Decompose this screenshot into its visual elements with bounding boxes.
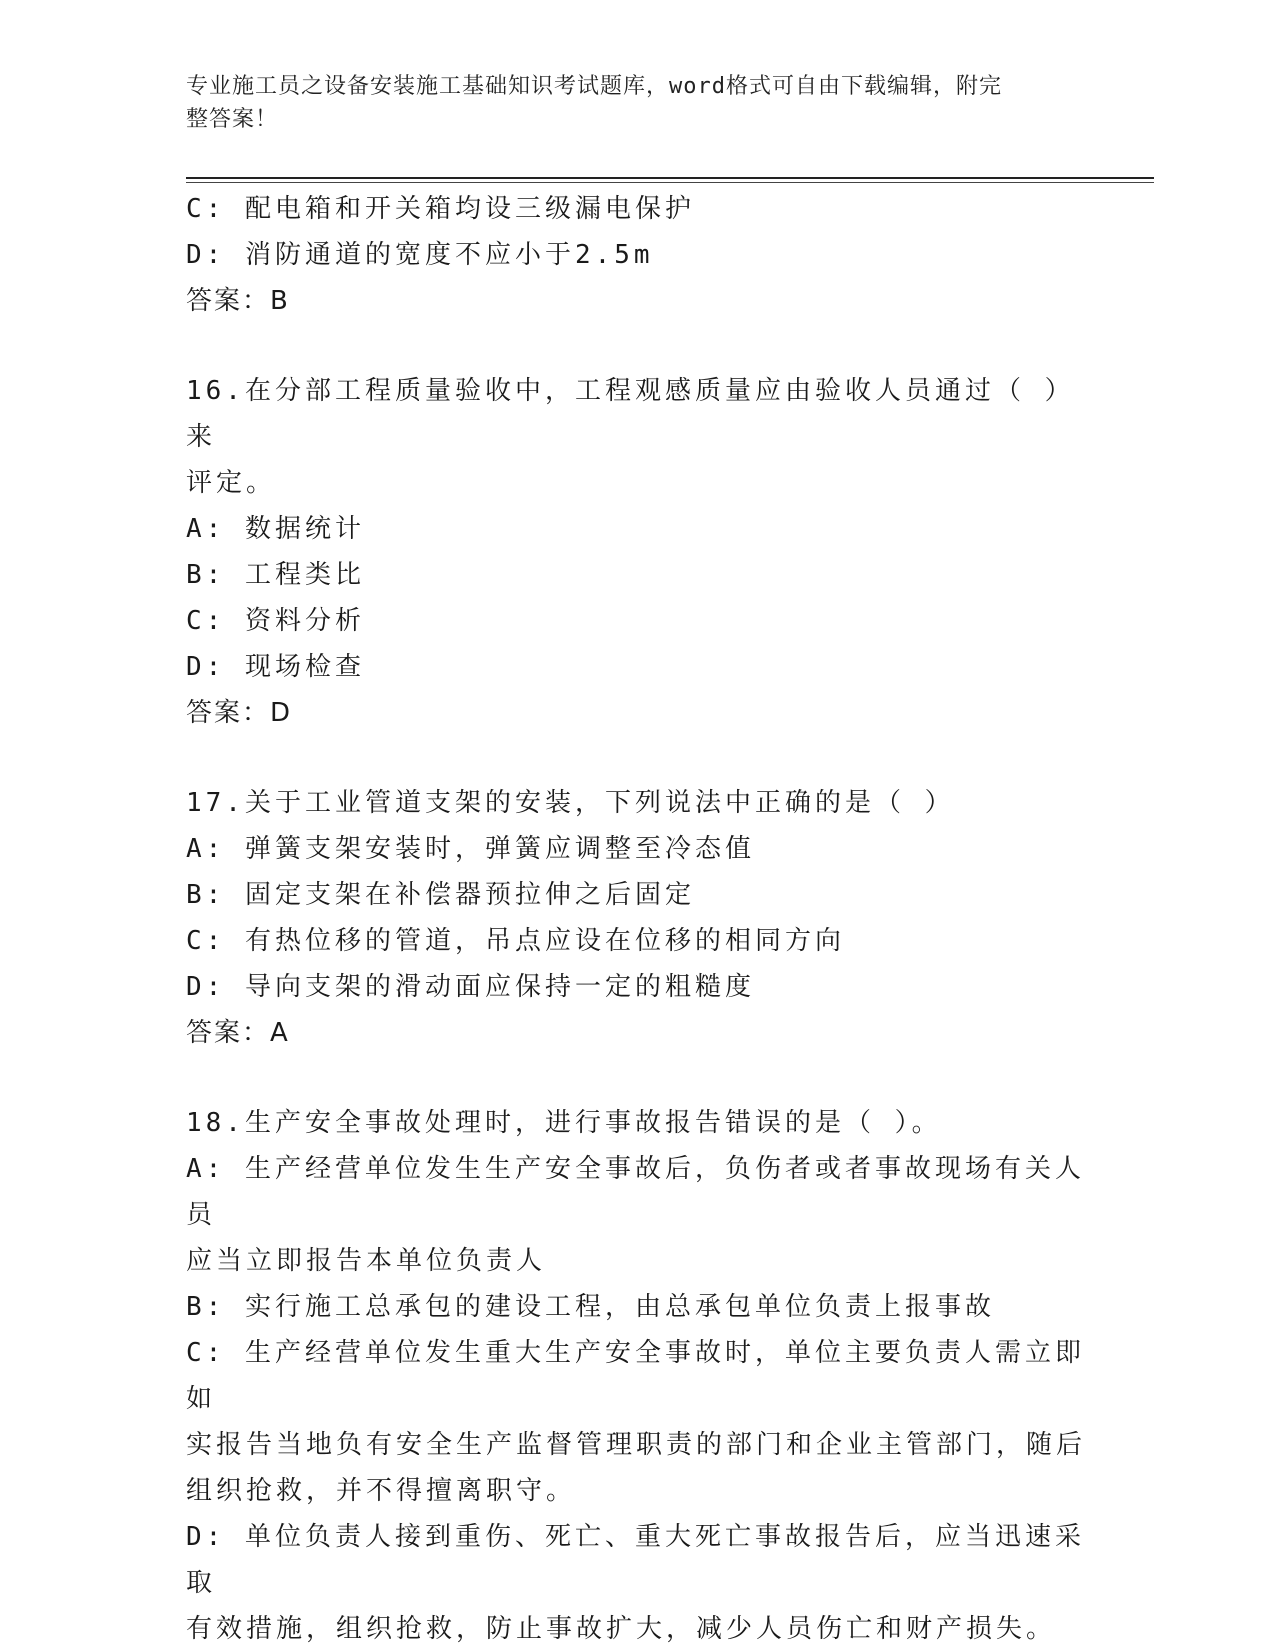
header-line-2: 整答案！ [186, 107, 279, 132]
header-line-1: 专业施工员之设备安装施工基础知识考试题库，word格式可自由下载编辑，附完 [186, 74, 1002, 99]
option-a: A: 弹簧支架安装时，弹簧应调整至冷态值 [186, 834, 755, 864]
spacer [186, 324, 1086, 368]
question-15-tail [186, 186, 1086, 324]
question-stem-continued: 评定。 [186, 468, 277, 498]
header-divider-thin [186, 182, 1154, 183]
option-a: A: 生产经营单位发生生产安全事故后，负伤者或者事故现场有关人员 [186, 1154, 1085, 1230]
option-b: B: 实行施工总承包的建设工程，由总承包单位负责上报事故 [186, 1292, 995, 1322]
spacer [186, 1056, 1086, 1100]
option-c-continued: 组织抢救，并不得擅离职守。 [186, 1476, 577, 1506]
question-stem: 16.在分部工程质量验收中，工程观感质量应由验收人员通过（ ）来 [186, 376, 1075, 452]
option-d: D: 现场检查 [186, 652, 365, 682]
question-18 [186, 1100, 1086, 1652]
answer: 答案：D [186, 698, 293, 728]
option-c-continued: 实报告当地负有安全生产监督管理职责的部门和企业主管部门，随后 [186, 1430, 1087, 1460]
option-c: C: 生产经营单位发生重大生产安全事故时，单位主要负责人需立即如 [186, 1338, 1085, 1414]
option-a: A: 数据统计 [186, 514, 365, 544]
answer: 答案：B [186, 286, 290, 316]
option-d: D: 单位负责人接到重伤、死亡、重大死亡事故报告后，应当迅速采取 [186, 1522, 1085, 1598]
option-d: D: 消防通道的宽度不应小于2.5m [186, 240, 654, 270]
option-d-continued: 有效措施，组织抢救，防止事故扩大，减少人员伤亡和财产损失。 [186, 1614, 1057, 1644]
spacer [186, 736, 1086, 780]
option-b: B: 工程类比 [186, 560, 365, 590]
option-b: B: 固定支架在补偿器预拉伸之后固定 [186, 880, 695, 910]
question-17 [186, 780, 1086, 1056]
question-stem: 18.生产安全事故处理时，进行事故报告错误的是（ ）。 [186, 1108, 942, 1138]
question-stem: 17.关于工业管道支架的安装，下列说法中正确的是（ ） [186, 788, 955, 818]
question-list [186, 186, 1086, 1652]
question-16 [186, 368, 1086, 736]
answer: 答案：A [186, 1018, 290, 1048]
document-header [186, 70, 1066, 136]
option-c: C: 配电箱和开关箱均设三级漏电保护 [186, 194, 695, 224]
option-a-continued: 应当立即报告本单位负责人 [186, 1246, 547, 1276]
option-c: C: 有热位移的管道，吊点应设在位移的相同方向 [186, 926, 845, 956]
option-d: D: 导向支架的滑动面应保持一定的粗糙度 [186, 972, 755, 1002]
option-c: C: 资料分析 [186, 606, 365, 636]
header-divider-thick [186, 177, 1154, 179]
